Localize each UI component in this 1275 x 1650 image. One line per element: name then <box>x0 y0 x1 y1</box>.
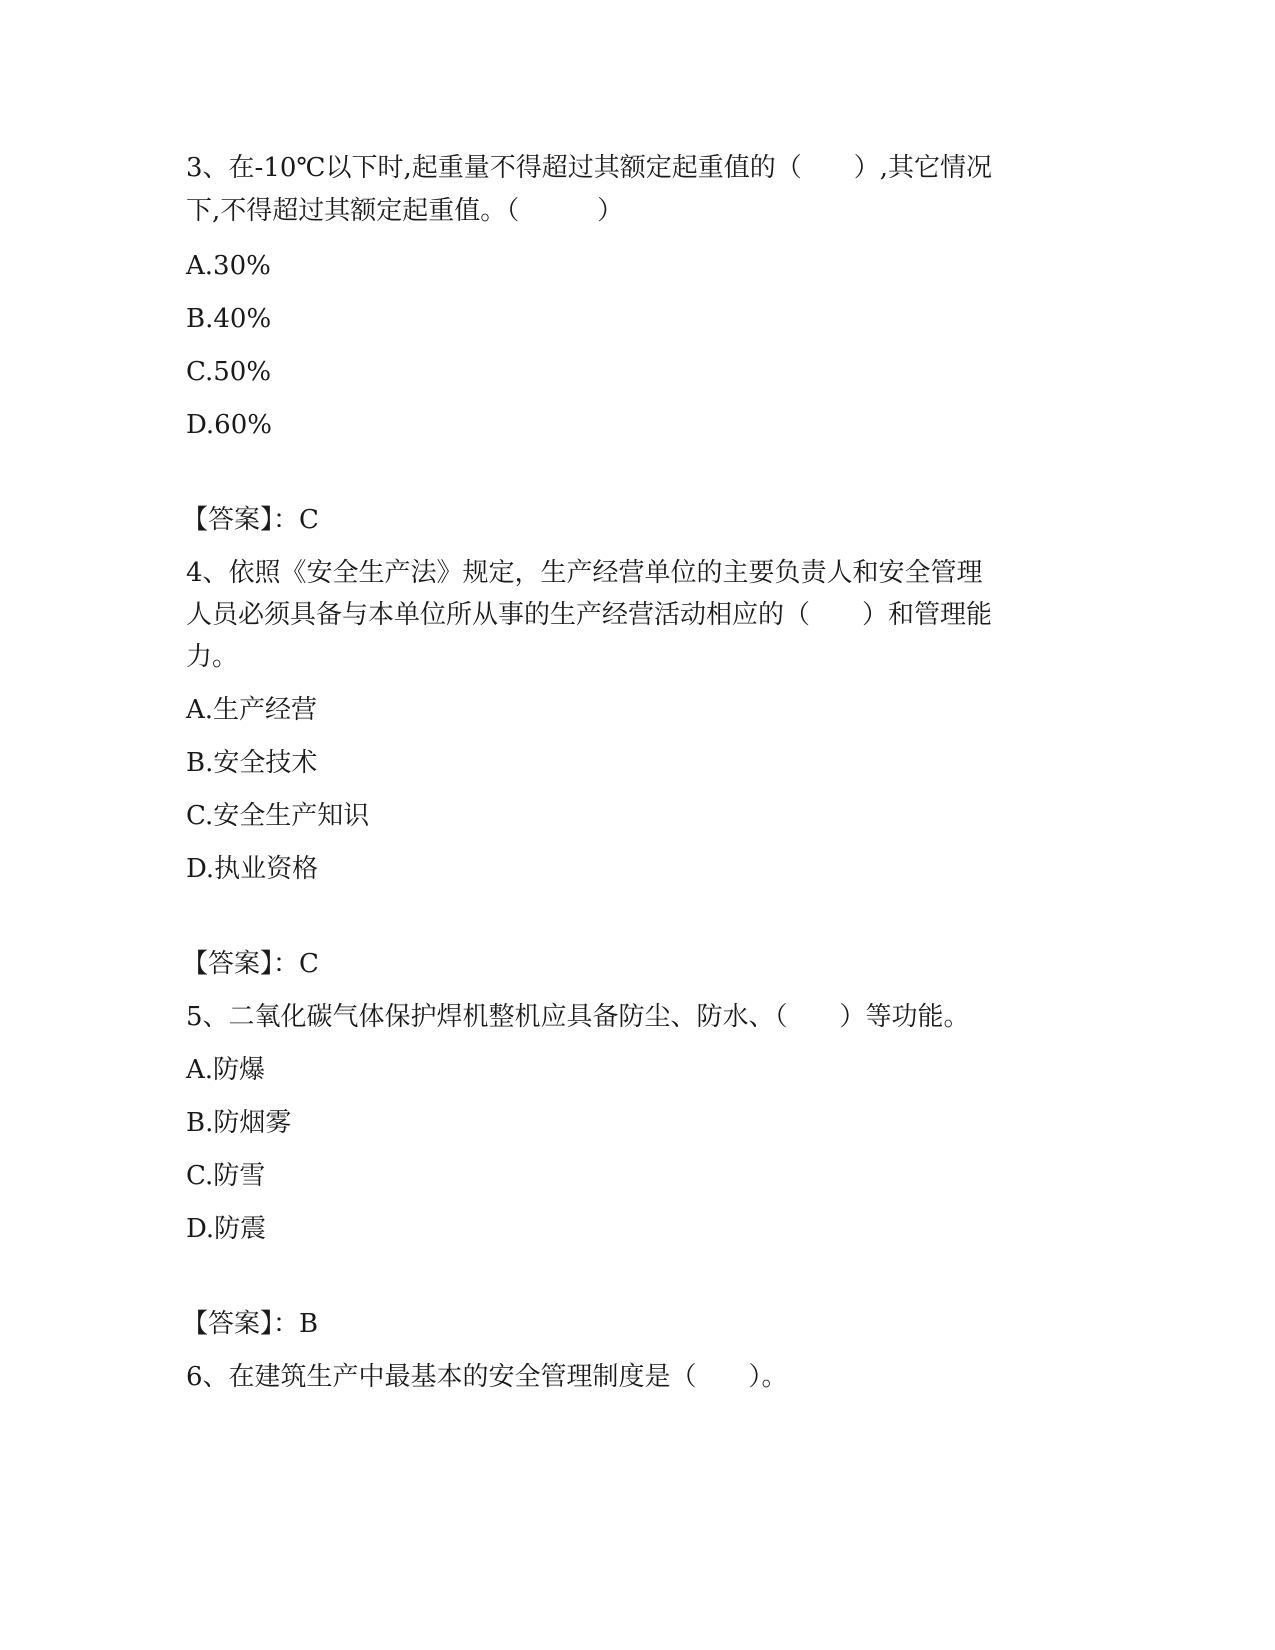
question-4-option-a: A.生产经营 <box>186 695 318 725</box>
question-5-stem-line-1: 5、二氧化碳气体保护焊机整机应具备防尘、防水、（ ）等功能。 <box>186 1002 970 1032</box>
question-3-answer: 【答案】：C <box>182 505 319 535</box>
question-4-stem-line-1: 4、依照《安全生产法》规定，生产经营单位的主要负责人和安全管理 <box>186 558 983 588</box>
question-4-option-b: B.安全技术 <box>186 748 318 778</box>
question-3-option-b: B.40% <box>186 304 272 334</box>
question-3-stem-line-2: 下,不得超过其额定起重值。（ ） <box>186 196 624 226</box>
question-3-option-d: D.60% <box>186 410 272 440</box>
question-5-option-b: B.防烟雾 <box>186 1108 292 1138</box>
question-4-option-d: D.执业资格 <box>186 854 319 884</box>
question-4-stem-line-2: 人员必须具备与本单位所从事的生产经营活动相应的（ ）和管理能 <box>186 600 993 630</box>
question-6-stem-line-1: 6、在建筑生产中最基本的安全管理制度是（ ）。 <box>186 1362 788 1392</box>
question-3-option-a: A.30% <box>186 251 271 281</box>
question-5-option-a: A.防爆 <box>186 1055 266 1085</box>
question-5-option-c: C.防雪 <box>186 1161 266 1191</box>
question-4-answer: 【答案】：C <box>182 949 319 979</box>
question-3-option-c: C.50% <box>186 357 272 387</box>
question-4-stem-line-3: 力。 <box>186 642 239 672</box>
question-5-answer: 【答案】：B <box>182 1309 319 1339</box>
question-3-stem-line-1: 3、在-10℃以下时,起重量不得超过其额定起重值的（ ）,其它情况 <box>186 153 993 183</box>
question-5-option-d: D.防震 <box>186 1214 267 1244</box>
question-4-option-c: C.安全生产知识 <box>186 801 370 831</box>
